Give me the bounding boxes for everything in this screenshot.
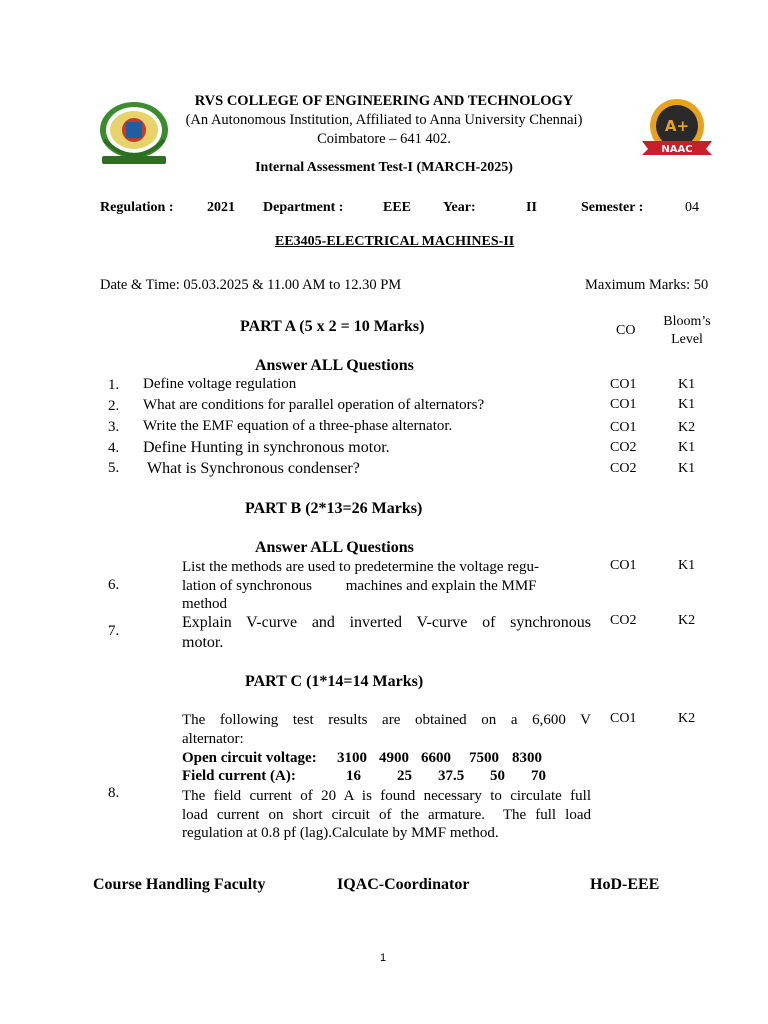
ocv-value: 8300 [512,750,542,766]
year-value: II [526,200,537,215]
question-line: load current on short circuit of the armature. The full load [182,806,591,823]
question-text [182,711,591,748]
question-co: CO1 [610,420,637,435]
question-co: CO2 [610,440,637,455]
question-text: What are conditions for parallel operation of alternators? [143,397,485,413]
field-current-value: 70 [531,768,546,784]
question-co: CO1 [610,558,637,573]
question-line: regulation at 0.8 pf (lag).Calculate by MMF method. [182,825,499,841]
question-line: The following test results are obtained on a 6,600 V [182,712,591,728]
max-marks: Maximum Marks: 50 [585,277,709,293]
question-text: Write the EMF equation of a three-phase alternator. [143,418,453,434]
college-name: RVS COLLEGE OF ENGINEERING AND TECHNOLOGY [194,93,574,109]
badge-name: NAAC [661,144,693,155]
question-number: 2. [108,398,120,414]
question-co: CO2 [610,461,637,476]
year-label: Year: [443,200,476,215]
ocv-value: 7500 [469,750,499,766]
page-number: 1 [380,952,387,964]
badge-grade: A+ [664,117,690,135]
signature-iqac-coordinator: IQAC-Coordinator [337,876,470,893]
co-header: CO [616,323,636,338]
regulation-value: 2021 [207,200,235,215]
question-number: 7. [108,623,120,639]
part-c-title: PART C (1*14=14 Marks) [245,673,424,690]
date-time: Date & Time: 05.03.2025 & 11.00 AM to 12.30 PM [100,277,402,293]
question-text [182,558,591,614]
test-title: Internal Assessment Test-I (MARCH-2025) [255,160,513,175]
part-a-title: PART A (5 x 2 = 10 Marks) [240,318,425,335]
question-line: alternator: [182,730,244,747]
question-number: 3. [108,419,120,435]
question-line: lation of synchronous machines and explain the MMF [182,577,537,594]
question-co: CO1 [610,397,637,412]
field-current-value: 50 [490,768,505,784]
part-b-title: PART B (2*13=26 Marks) [245,500,423,517]
question-number: 6. [108,577,120,593]
signature-course-faculty: Course Handling Faculty [93,876,266,893]
bloom-header-line2: Level [671,332,703,347]
ocv-value: 6600 [421,750,451,766]
college-city: Coimbatore – 641 402. [317,131,451,147]
question-bloom-level: K2 [678,420,696,435]
question-text: Define Hunting in synchronous motor. [143,439,390,456]
field-current-value: 37.5 [438,768,465,784]
question-number: 1. [108,377,120,393]
question-co: CO2 [610,613,637,628]
question-bloom-level: K1 [678,377,696,392]
department-label: Department : [263,200,344,215]
semester-value: 04 [685,200,699,215]
part-b-instruction: Answer ALL Questions [255,539,414,556]
question-text: Define voltage regulation [143,376,297,392]
question-text [182,613,591,653]
question-bloom-level: K1 [678,440,696,455]
department-value: EEE [383,200,412,215]
question-co: CO1 [610,377,637,392]
naac-a-plus-badge-icon [638,97,716,163]
question-line: method [182,596,227,612]
ocv-value: 4900 [379,750,409,766]
field-current-value: 16 [346,768,361,784]
question-number: 4. [108,440,120,456]
question-line: List the methods are used to predetermine the voltage regu- [182,559,539,575]
question-line: motor. [182,634,224,651]
question-number: 8. [108,785,120,801]
ocv-value: 3100 [337,750,367,766]
question-body [182,787,591,843]
question-bloom-level: K1 [678,461,696,476]
question-line: The field current of 20 A is found necessary to circulate full [182,788,591,804]
question-bloom-level: K2 [678,711,696,726]
part-a-instruction: Answer ALL Questions [255,357,414,374]
question-line: Explain V-curve and inverted V-curve of synchronous [182,614,591,631]
bloom-header-line1: Bloom’s [663,314,711,329]
question-text: What is Synchronous condenser? [147,460,360,477]
regulation-label: Regulation : [100,200,174,215]
question-bloom-level: K1 [678,558,696,573]
signature-hod: HoD-EEE [590,876,660,893]
field-current-label: Field current (A): [182,768,296,784]
college-affiliation: (An Autonomous Institution, Affiliated to Anna University Chennai) [185,112,583,128]
ocv-label: Open circuit voltage: [182,750,317,766]
question-bloom-level: K1 [678,397,696,412]
question-number: 5. [108,460,120,476]
question-bloom-level: K2 [678,613,696,628]
question-co: CO1 [610,711,637,726]
field-current-value: 25 [397,768,412,784]
semester-label: Semester : [581,200,644,215]
course-title: EE3405-ELECTRICAL MACHINES-II [275,234,515,249]
